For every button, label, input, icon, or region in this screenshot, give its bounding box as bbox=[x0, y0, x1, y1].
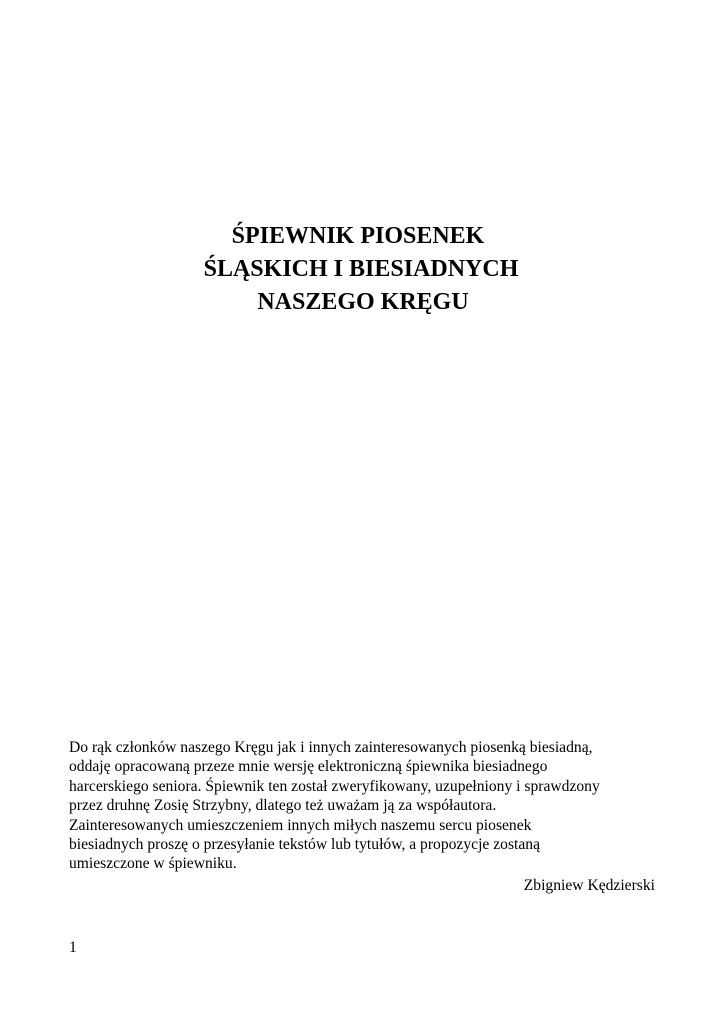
author-signature: Zbigniew Kędzierski bbox=[523, 877, 655, 894]
intro-line-4: przez druhnę Zosię Strzybny, dlatego też uważam ją za współautora. bbox=[69, 797, 497, 815]
intro-line-7: umieszczone w śpiewniku. bbox=[69, 855, 237, 873]
intro-line-5: Zainteresowanych umieszczeniem innych miłych naszemu sercu piosenek bbox=[69, 816, 532, 834]
intro-line-3: harcerskiego seniora. Śpiewnik ten został zweryfikowany, uzupełniony i sprawdzony bbox=[69, 777, 600, 795]
intro-line-1: Do rąk członków naszego Kręgu jak i innych zainteresowanych piosenką biesiadną, bbox=[69, 739, 593, 756]
title-line-1: ŚPIEWNIK PIOSENEK bbox=[231, 223, 485, 249]
document-title bbox=[0, 220, 724, 319]
intro-paragraph bbox=[69, 738, 659, 874]
page-number: 1 bbox=[69, 939, 77, 956]
title-line-2: ŚLĄSKICH I BIESIADNYCH bbox=[203, 256, 519, 282]
intro-line-2: oddaję opracowaną przeze mnie wersję elektroniczną śpiewnika biesiadnego bbox=[69, 758, 548, 776]
title-line-3: NASZEGO KRĘGU bbox=[257, 289, 469, 315]
intro-line-6: biesiadnych proszę o przesyłanie tekstów lub tytułów, a propozycje zostaną bbox=[69, 836, 540, 854]
